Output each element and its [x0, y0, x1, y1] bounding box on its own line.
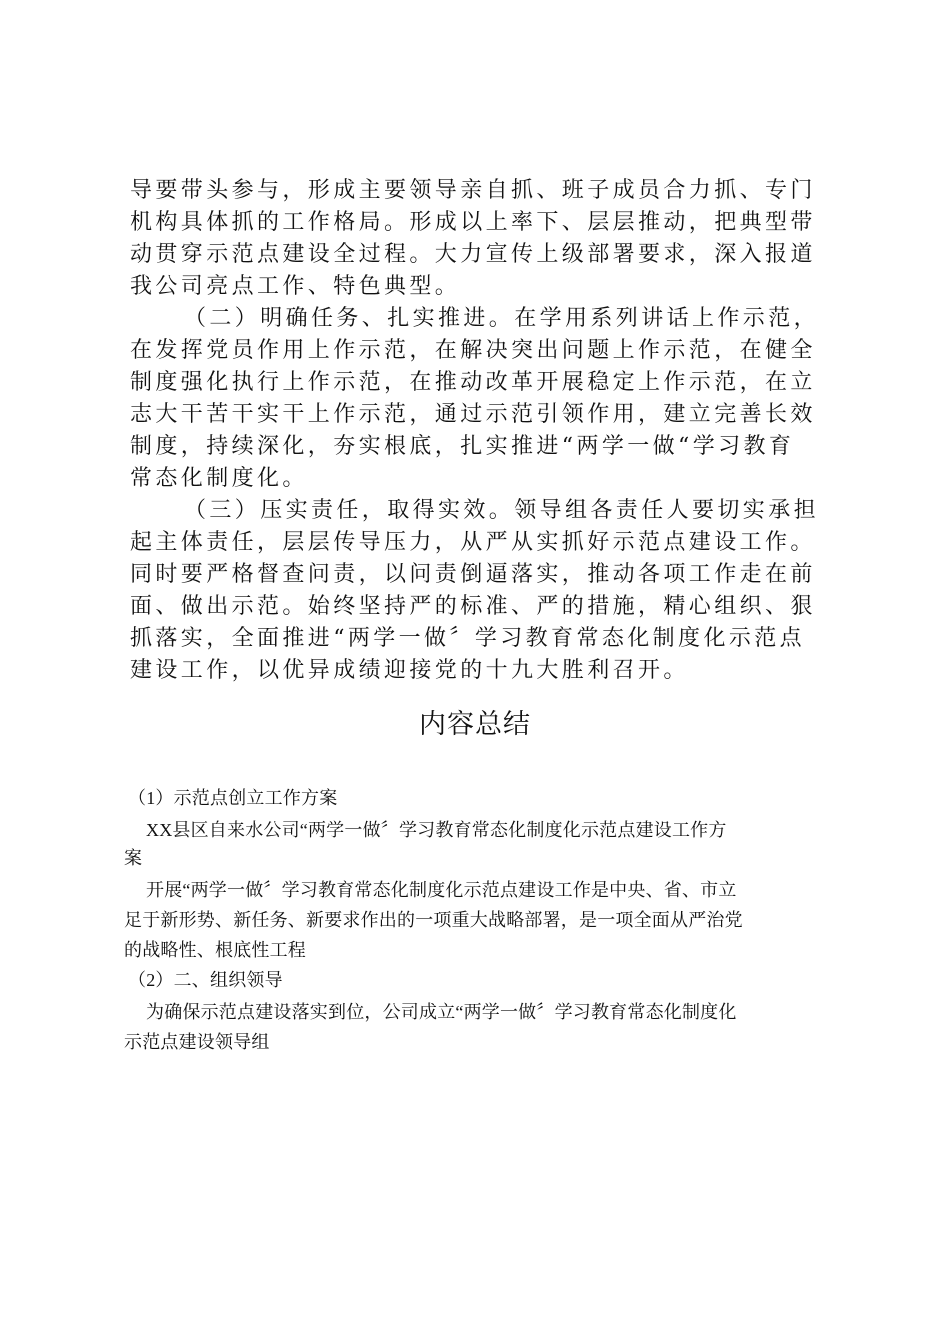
body-line: 面、做出示范。始终坚持严的标准、严的措施，精心组织、狠 [130, 594, 816, 619]
body-line: 制度强化执行上作示范，在推动改革开展稳定上作示范，在立 [130, 370, 816, 395]
summary-line: （2）二、组织领导 [128, 970, 283, 990]
body-line: 机构具体抓的工作格局。形成以上率下、层层推动，把典型带 [130, 210, 816, 235]
body-line: 建设工作，以优异成绩迎接党的十九大胜利召开。 [130, 658, 689, 683]
summary-line: XX县区自来水公司“两学一做〞学习教育常态化制度化示范点建设工作方 [146, 820, 727, 840]
body-line: 制度，持续深化，夯实根底，扎实推进“两学一做“学习教育 [130, 434, 795, 459]
body-line: 同时要严格督查问责，以问责倒逼落实，推动各项工作走在前 [130, 562, 816, 587]
body-line: 动贯穿示范点建设全过程。大力宣传上级部署要求，深入报道 [130, 242, 816, 267]
body-line: 常态化制度化。 [130, 466, 308, 491]
summary-line: 足于新形势、新任务、新要求作出的一项重大战略部署，是一项全面从严治党 [124, 910, 743, 930]
summary-line: 示范点建设领导组 [124, 1032, 270, 1052]
summary-title: 内容总结 [419, 709, 531, 740]
summary-line: 开展“两学一做〞学习教育常态化制度化示范点建设工作是中央、省、市立 [146, 880, 737, 900]
summary-line: 的战略性、根底性工程 [124, 940, 306, 960]
body-line: 抓落实，全面推进“两学一做〞学习教育常态化制度化示范点 [130, 626, 806, 651]
body-line: 志大干苦干实干上作示范，通过示范引领作用，建立完善长效 [130, 402, 816, 427]
body-line: 导要带头参与，形成主要领导亲自抓、班子成员合力抓、专门 [130, 178, 816, 203]
body-line: 起主体责任，层层传导压力，从严从实抓好示范点建设工作。 [130, 530, 816, 555]
summary-line: （1）示范点创立工作方案 [128, 788, 338, 808]
paragraph-heading-line: （二）明确任务、扎实推进。在学用系列讲话上作示范， [184, 306, 820, 331]
paragraph-heading-line: （三）压实责任，取得实效。领导组各责任人要切实承担 [184, 498, 820, 523]
summary-line: 案 [124, 848, 143, 868]
body-line: 在发挥党员作用上作示范，在解决突出问题上作示范，在健全 [130, 338, 816, 363]
body-line: 我公司亮点工作、特色典型。 [130, 274, 461, 299]
summary-line: 为确保示范点建设落实到位，公司成立“两学一做〞学习教育常态化制度化 [146, 1002, 737, 1022]
